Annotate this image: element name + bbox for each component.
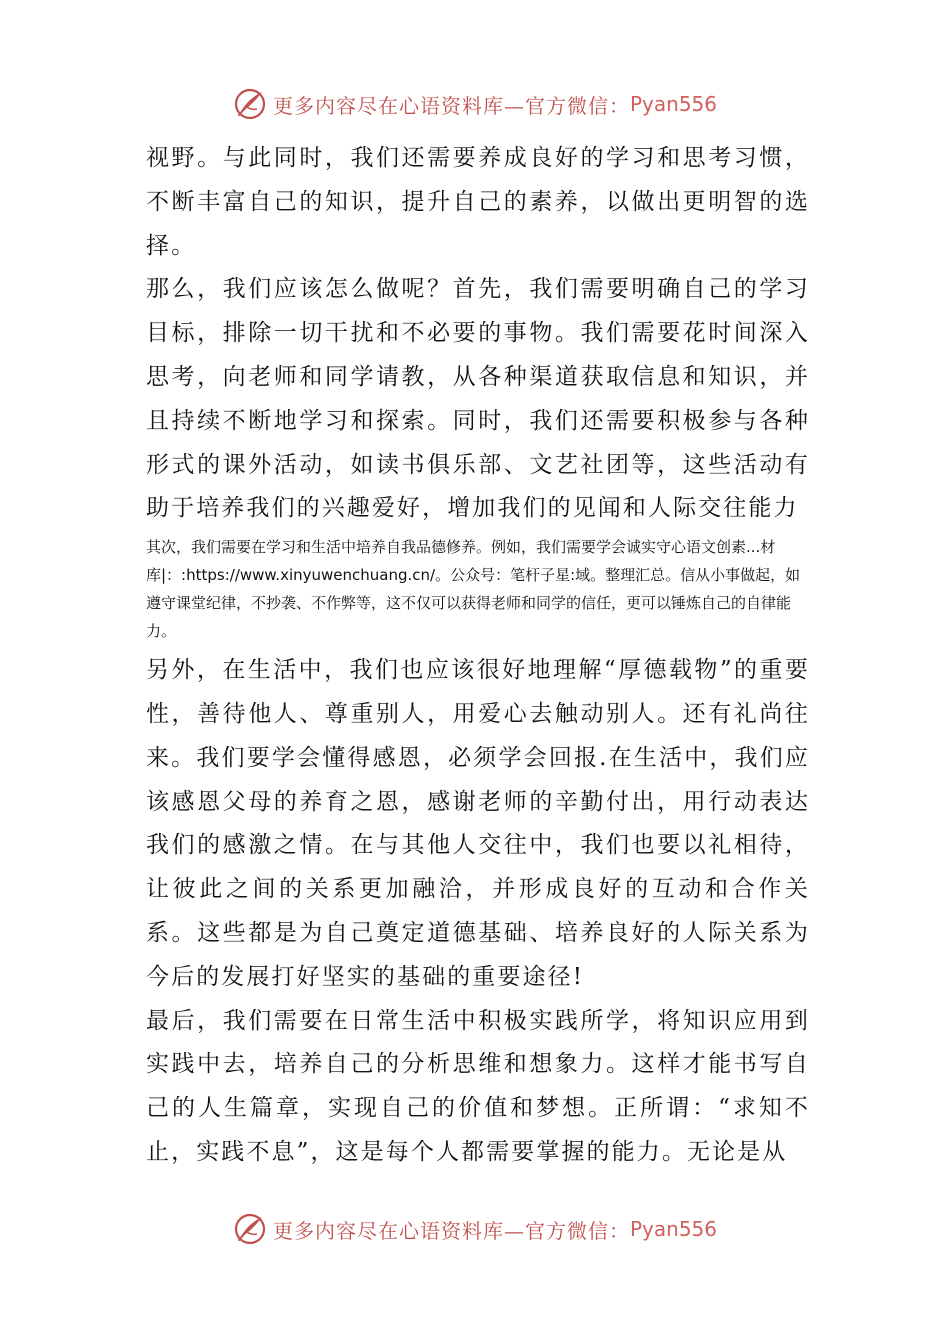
paragraph-vision: 视野。与此同时，我们还需要养成良好的学习和思考习惯，不断丰富自己的知识，提升自己的素养，以做出更明智的选择。 [146,145,810,259]
paragraph-gratitude: 另外，在生活中，我们也应该很好地理解“厚德载物”的重要性，善待他人、尊重别人，用爱心去触动别人。还有礼尚往来。我们要学会懂得感恩，必须学会回报.在生活中，我们应该感恩父母的养育之恩，感谢老师的辛勤付出，用行动表达我们的感激之情。在与其他人交往中，我们也要以礼相待，让彼此之间的关系更加融洽，并形成良好的互动和合作关系。这些都是为自己奠定道德基础、培养良好的人际关系为今后的发展打好坚实的基础的重要途径! [146,657,810,990]
paragraph-practice: 最后，我们需要在日常生活中积极实践所学，将知识应用到实践中去，培养自己的分析思维和想象力。这样才能书写自己的人生篇章，实现自己的价值和梦想。正所谓：“求知不止，实践不息”，这是每个人都需要掌握的能力。无论是从 [146,1007,810,1165]
footer-banner [0,1209,950,1249]
paragraph-how-to: 那么，我们应该怎么做呢？首先，我们需要明确自己的学习目标，排除一切干扰和不必要的事物。我们需要花时间深入思考，向老师和同学请教，从各种渠道获取信息和知识，并且持续不断地学习和探索。同时，我们还需要积极参与各种形式的课外活动，如读书俱乐部、文艺社团等，这些活动有助于培养我们的兴趣爱好，增加我们的见闻和人际交往能力 [146,276,810,522]
footer-text: 更多内容尽在心语资料库—官方微信： [272,1218,630,1243]
paragraph-morality: 其次，我们需要在学习和生活中培养自我品德修养。例如，我们需要学会诚实守心语文创素...材库|：:https://www.xinyuwenchuang.cn/。公众号：笔杆子星:域。整理汇总。信从小事做起，如遵守课堂纪律，不抄袭、不作弊等，这不仅可以获得老师和同学的信任，更可以锤炼自己的自律能力。 [146,538,801,641]
header-text: 更多内容尽在心语资料库—官方微信： [272,93,630,118]
quill-logo-icon [233,1212,267,1246]
document-body [146,137,810,1175]
header-banner [0,84,950,124]
footer-banner-content [233,1212,717,1246]
quill-logo-icon [233,87,267,121]
header-banner-content [233,87,717,121]
header-wechat-id: Pyan556 [629,92,717,116]
footer-wechat-id: Pyan556 [629,1217,717,1241]
